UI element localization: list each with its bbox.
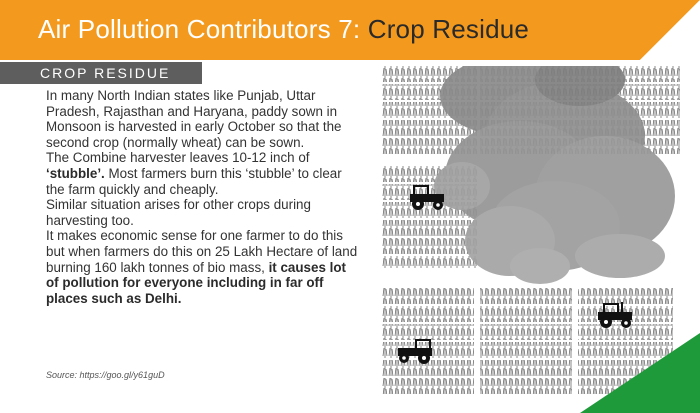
paragraph-2-text: The Combine harvester leaves 10-12 inch of xyxy=(46,150,310,166)
body-text xyxy=(46,88,360,306)
paragraph-4 xyxy=(46,228,360,306)
stubble-field-icon xyxy=(480,288,572,394)
source-citation: Source: https://goo.gl/y61guD xyxy=(46,370,165,380)
paragraph-2-tail: Most farmers burn this ‘stubble’ to clear the farm quickly and cheaply. xyxy=(46,165,342,197)
green-corner xyxy=(580,333,700,413)
paragraph-3: Similar situation arises for other crops during harvesting too. xyxy=(46,197,311,228)
section-label: CROP RESIDUE xyxy=(0,62,202,84)
paragraph-4-text: It makes economic sense for one farmer to do this but when farmers do this on 25 Lakh Hectare of land burning 160 lakh tonnes of bio mass, xyxy=(46,228,358,275)
pollution-emphasis: it causes lot of pollution for everyone including in far off places such as Delhi. xyxy=(46,259,346,306)
paragraph-2 xyxy=(46,150,360,197)
title-highlight: Crop Residue xyxy=(367,14,530,44)
page-title xyxy=(38,14,529,45)
title-prefix: Air Pollution Contributors 7: xyxy=(38,14,368,44)
paragraph-1: In many North Indian states like Punjab, Uttar Pradesh, Rajasthan and Haryana, paddy sown in Monsoon is harvested in early October so that the second crop (normally wheat) can be sown. xyxy=(46,88,342,150)
stubble-emphasis: ‘stubble’. xyxy=(46,165,105,181)
